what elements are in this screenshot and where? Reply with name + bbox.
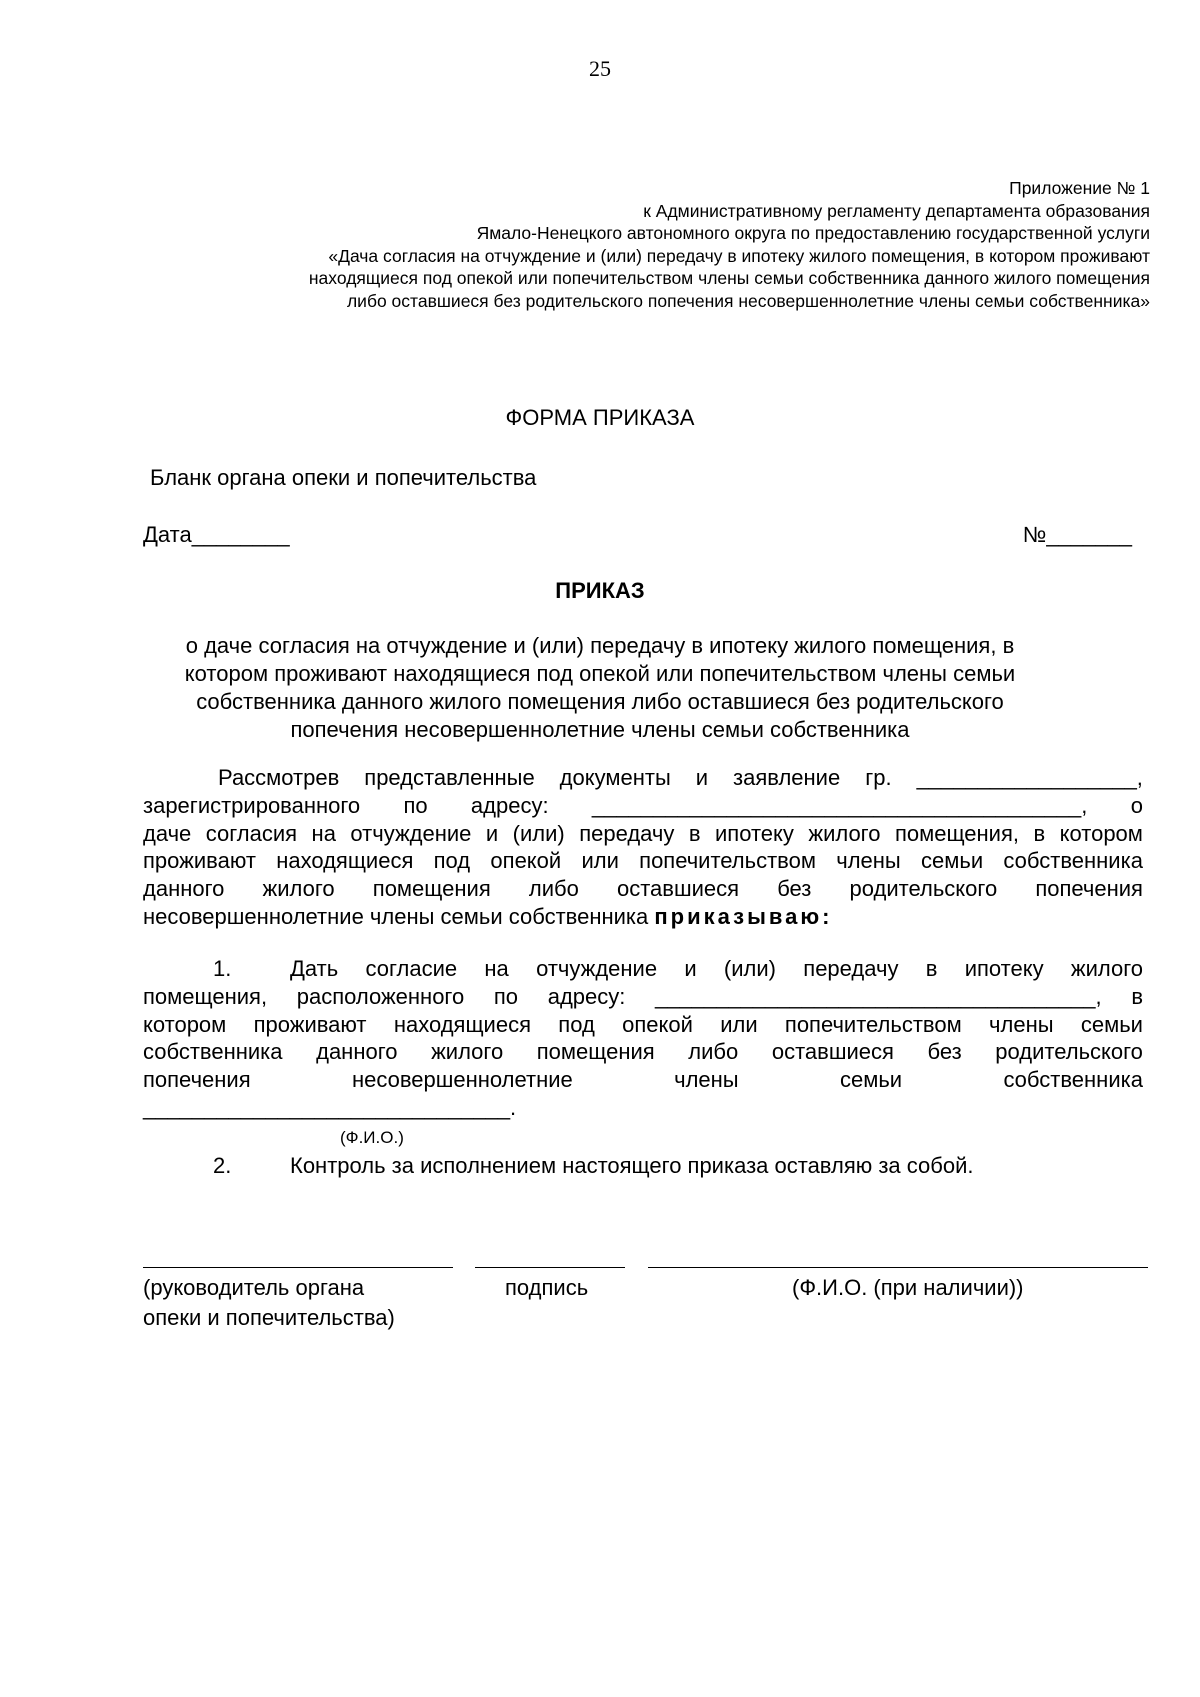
word: представленные (364, 765, 535, 790)
appendix-line: «Дача согласия на отчуждение и (или) передачу в ипотеку жилого помещения, в котором проживают (328, 245, 1150, 266)
word: попечительством (639, 848, 816, 874)
word: передачу (803, 956, 899, 981)
word: оставшиеся (771, 1039, 894, 1065)
subject-line: о даче согласия на отчуждение и (или) передачу в ипотеку жилого помещения, в (185, 633, 1015, 658)
word: адресу: (547, 983, 626, 1009)
word: семьи (839, 1067, 903, 1093)
word: родительского (849, 876, 998, 902)
preamble-last-text: несовершеннолетние члены семьи собственника (143, 903, 655, 929)
word: семьи (1080, 1011, 1143, 1037)
word: документы (559, 765, 671, 790)
word: члены (989, 1011, 1054, 1037)
fio-label: (Ф.И.О. (при наличии)) (792, 1275, 1024, 1300)
word: данного (143, 876, 225, 902)
word: котором (143, 1011, 227, 1037)
word: данного (316, 1039, 398, 1065)
word: (или) (512, 820, 565, 846)
word: родительского (995, 1039, 1143, 1065)
word: или (581, 848, 619, 874)
word: оставшиеся (616, 876, 740, 902)
word: отчуждение (536, 956, 658, 981)
word: или (720, 1011, 758, 1037)
word: помещения, (143, 983, 268, 1009)
subject-line: попечения несовершеннолетние члены семьи собственника (290, 717, 910, 742)
order-verb: приказываю: (654, 903, 833, 929)
word: жилого (431, 1039, 504, 1065)
word: либо (688, 1039, 739, 1065)
word: заявление (733, 765, 841, 790)
word: собственника (1003, 1067, 1143, 1093)
head-signature-line (143, 1267, 453, 1268)
word: жилого (1070, 956, 1143, 981)
word: попечения (143, 1067, 251, 1093)
word: опекой (622, 1011, 693, 1037)
word: гр. (865, 765, 892, 790)
word: жилого (262, 876, 335, 902)
head-label-line: (руководитель органа (143, 1275, 365, 1300)
word: на (484, 956, 509, 981)
appendix-line: Ямало-Ненецкого автономного округа по предоставлению государственной услуги (476, 223, 1150, 243)
word: попечительством (784, 1011, 962, 1037)
appendix-line: либо оставшиеся без родительского попечения несовершеннолетние члены семьи собственника» (346, 290, 1150, 311)
word: опекой (490, 848, 562, 874)
word: передачу (579, 820, 675, 846)
subject-line: котором проживают находящиеся под опекой или попечительством члены семьи (184, 661, 1016, 686)
page-number: 25 (589, 56, 611, 81)
word: жилого (808, 820, 881, 846)
item-number: 1. (213, 956, 232, 981)
word: расположенного (296, 983, 465, 1009)
word: без (927, 1039, 962, 1065)
word: без (777, 876, 812, 902)
word: (или) (723, 956, 776, 981)
word: о (1130, 792, 1143, 818)
sign-signature-line (475, 1267, 625, 1268)
justified-line (143, 792, 1143, 820)
order-subject (0, 632, 1200, 744)
word: Дать (290, 956, 339, 981)
word: адресу: (470, 792, 549, 818)
appendix-line: находящиеся под опекой или попечительством члены семьи собственника данного жилого помещения (308, 268, 1150, 288)
justified-line (143, 847, 1143, 875)
justified-line (143, 875, 1143, 903)
justified-line (143, 1038, 1143, 1066)
word: зарегистрированного (143, 792, 361, 818)
date-field: Дата________ (143, 522, 290, 547)
word: помещения, (894, 820, 1019, 846)
justified-line (143, 1011, 1143, 1039)
head-label-line: опеки и попечительства) (143, 1305, 395, 1330)
word: __________________, (916, 765, 1143, 790)
fio-signature-line (648, 1267, 1148, 1268)
justified-line (143, 820, 1143, 848)
word: котором (1059, 820, 1143, 846)
word: помещения (372, 876, 491, 902)
word: в (925, 956, 938, 981)
preamble-last-line (143, 903, 1143, 931)
number-field: №_______ (1022, 522, 1132, 547)
word: члены (674, 1067, 739, 1093)
blank-label: Бланк органа опеки и попечительства (150, 465, 537, 490)
word: либо (528, 876, 579, 902)
word: и (684, 956, 697, 981)
word: проживают (253, 1011, 367, 1037)
word: по (403, 792, 428, 818)
preamble-paragraph (143, 764, 1143, 931)
word: члены (836, 848, 901, 874)
order-title: ПРИКАЗ (555, 578, 645, 603)
word: отчуждение (350, 820, 472, 846)
fio-caption: (Ф.И.О.) (340, 1128, 404, 1147)
word: Рассмотрев (218, 765, 340, 790)
appendix-line: к Административному регламенту департамента образования (643, 200, 1150, 221)
word: собственника (1003, 848, 1143, 874)
item-number: 2. (213, 1153, 232, 1178)
word: ипотеку (964, 956, 1044, 981)
justified-line (143, 983, 1143, 1011)
word: попечения (1035, 876, 1143, 902)
word: проживают (143, 848, 256, 874)
item-first-line (143, 955, 1143, 983)
word: ________________________________________, (591, 792, 1088, 818)
word: помещения (536, 1039, 655, 1065)
word: на (311, 820, 336, 846)
word: находящиеся (276, 848, 414, 874)
word: собственника (143, 1039, 283, 1065)
sign-label: подпись (505, 1275, 589, 1300)
word: несовершеннолетние (351, 1067, 573, 1093)
form-title: ФОРМА ПРИКАЗА (505, 405, 695, 430)
word: в (688, 820, 701, 846)
word: ____________________________________, (655, 983, 1102, 1009)
fio-blank-line: ______________________________. (143, 1094, 517, 1120)
justified-line (143, 764, 1143, 792)
word: в (1131, 983, 1143, 1009)
word: в (1033, 820, 1046, 846)
word: под (558, 1011, 595, 1037)
appendix-line: Приложение № 1 (1009, 178, 1150, 198)
justified-line (290, 955, 1143, 983)
word: даче (143, 820, 192, 846)
item-line (143, 1152, 1143, 1180)
word: ипотеку (715, 820, 794, 846)
word: семьи (921, 848, 984, 874)
word: находящиеся (393, 1011, 531, 1037)
word: и (485, 820, 499, 846)
word: согласия (205, 820, 298, 846)
appendix-header (130, 177, 1150, 312)
word: согласие (365, 956, 458, 981)
justified-line (143, 1066, 1143, 1094)
word: под (433, 848, 471, 874)
item-1 (143, 955, 1143, 1122)
word: по (493, 983, 519, 1009)
item-text: Контроль за исполнением настоящего приказа оставляю за собой. (290, 1153, 974, 1178)
item-2 (143, 1152, 1143, 1180)
word: и (695, 765, 709, 790)
subject-line: собственника данного жилого помещения либо оставшиеся без родительского (196, 689, 1004, 714)
head-label (143, 1273, 395, 1333)
